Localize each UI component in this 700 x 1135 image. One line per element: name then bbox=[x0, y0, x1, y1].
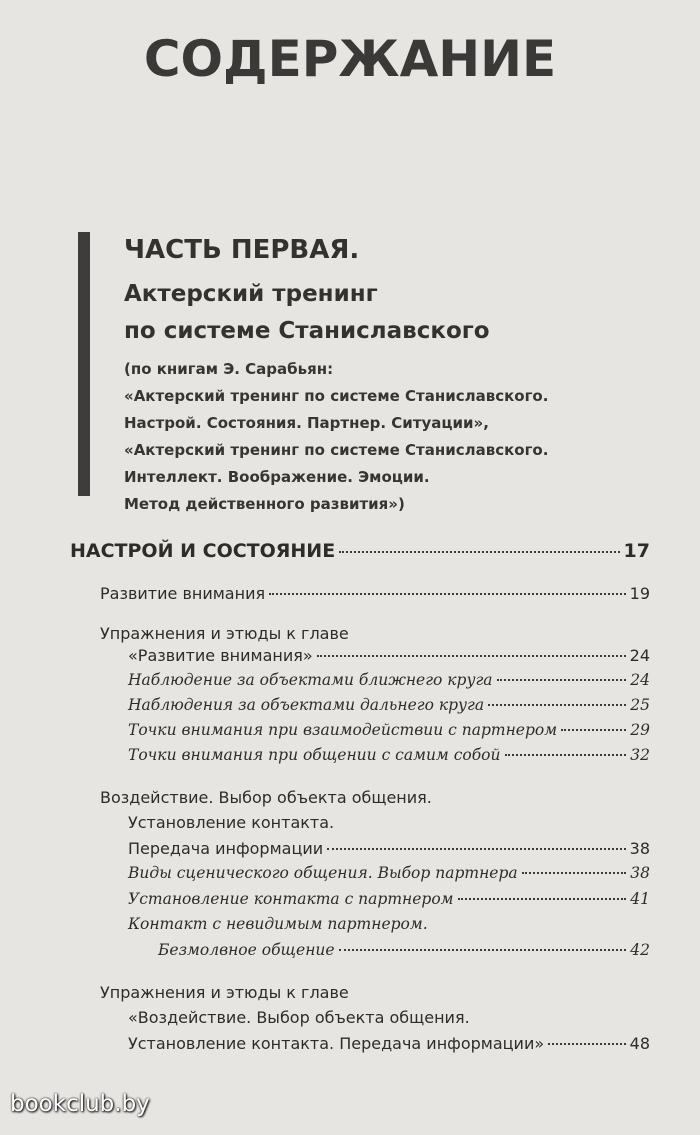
toc-entry-page: 42 bbox=[630, 941, 650, 959]
toc-entry-line[interactable]: Упражнения и этюды к главе bbox=[100, 624, 349, 643]
toc-entry-label: Безмолвное общение bbox=[158, 941, 335, 959]
toc-entry[interactable] bbox=[128, 646, 650, 665]
toc-entry-page: 19 bbox=[629, 584, 650, 603]
toc-subentry[interactable] bbox=[128, 746, 650, 764]
toc-entry-page: 38 bbox=[629, 839, 650, 858]
leader-dots bbox=[269, 593, 626, 595]
toc-entry-page: 32 bbox=[630, 746, 650, 764]
toc-entry-label: Развитие внимания bbox=[100, 584, 266, 603]
toc-entry-page: 41 bbox=[630, 890, 650, 908]
toc-entry-line[interactable]: Воздействие. Выбор объекта общения. bbox=[100, 788, 432, 807]
toc-entry-page: 17 bbox=[623, 540, 650, 562]
toc-entry[interactable] bbox=[100, 584, 650, 603]
toc-subentry-line[interactable]: Контакт с невидимым партнером. bbox=[128, 915, 428, 933]
toc-entry-label: «Развитие внимания» bbox=[128, 646, 313, 665]
part-note-line: Метод действенного развития») bbox=[124, 495, 405, 513]
toc-entry-page: 29 bbox=[630, 721, 650, 739]
toc-entry-line[interactable]: Установление контакта. bbox=[128, 813, 335, 832]
toc-entry-label: Наблюдение за объектами ближнего круга bbox=[128, 671, 493, 689]
toc-entry-line[interactable]: Упражнения и этюды к главе bbox=[100, 983, 349, 1002]
part-note-line: Интеллект. Воображение. Эмоции. bbox=[124, 468, 430, 486]
page-title: СОДЕРЖАНИЕ bbox=[143, 30, 557, 88]
toc-entry-page: 24 bbox=[630, 671, 650, 689]
part-subtitle-line: Актерский тренинг bbox=[124, 281, 378, 307]
leader-dots bbox=[505, 754, 627, 756]
leader-dots bbox=[548, 1043, 626, 1045]
toc-entry-label: НАСТРОЙ И СОСТОЯНИЕ bbox=[70, 540, 336, 562]
toc-entry-page: 48 bbox=[629, 1034, 650, 1053]
toc-entry-label: Точки внимания при общении с самим собой bbox=[128, 746, 501, 764]
leader-dots bbox=[327, 848, 626, 850]
toc-subentry[interactable] bbox=[128, 671, 650, 689]
part-note-line: «Актерский тренинг по системе Станиславского. bbox=[124, 387, 549, 405]
part-subtitle bbox=[124, 276, 678, 350]
part-note bbox=[124, 356, 678, 518]
part-note-line: (по книгам Э. Сарабьян: bbox=[124, 360, 334, 378]
toc-entry-page: 38 bbox=[630, 864, 650, 882]
toc-entry-label: Передача информации bbox=[128, 839, 324, 858]
leader-dots bbox=[497, 679, 627, 681]
toc-entry-page: 24 bbox=[629, 646, 650, 665]
toc-subentry[interactable] bbox=[128, 890, 650, 908]
toc-entry-line[interactable]: «Воздействие. Выбор объекта общения. bbox=[128, 1008, 470, 1027]
leader-dots bbox=[339, 551, 619, 553]
toc-entry[interactable] bbox=[128, 839, 650, 858]
toc-subentry[interactable] bbox=[128, 721, 650, 739]
toc-entry-label: Виды сценического общения. Выбор партнера bbox=[128, 864, 518, 882]
leader-dots bbox=[458, 898, 627, 900]
toc-entry-label: Наблюдения за объектами дальнего круга bbox=[128, 696, 485, 714]
toc-subentry[interactable] bbox=[158, 941, 650, 959]
toc-entry-page: 25 bbox=[630, 696, 650, 714]
part-block bbox=[78, 232, 678, 513]
toc-subentry[interactable] bbox=[128, 696, 650, 714]
toc-entry-label: Точки внимания при взаимодействии с партнером bbox=[128, 721, 558, 739]
leader-dots bbox=[522, 872, 627, 874]
toc-entry-section[interactable] bbox=[70, 540, 650, 562]
leader-dots bbox=[339, 949, 627, 951]
watermark: bookclub.by bbox=[10, 1091, 150, 1117]
part-title: ЧАСТЬ ПЕРВАЯ. bbox=[124, 235, 360, 265]
toc-subentry[interactable] bbox=[128, 864, 650, 882]
leader-dots bbox=[561, 729, 626, 731]
toc-entry[interactable] bbox=[128, 1034, 650, 1053]
part-subtitle-line: по системе Станиславского bbox=[124, 318, 490, 344]
toc-entry-label: Установление контакта с партнером bbox=[128, 890, 454, 908]
part-note-line: Настрой. Состояния. Партнер. Ситуации», bbox=[124, 414, 489, 432]
leader-dots bbox=[488, 704, 626, 706]
part-note-line: «Актерский тренинг по системе Станиславского. bbox=[124, 441, 549, 459]
toc-entry-label: Установление контакта. Передача информации» bbox=[128, 1034, 545, 1053]
leader-dots bbox=[317, 655, 626, 657]
